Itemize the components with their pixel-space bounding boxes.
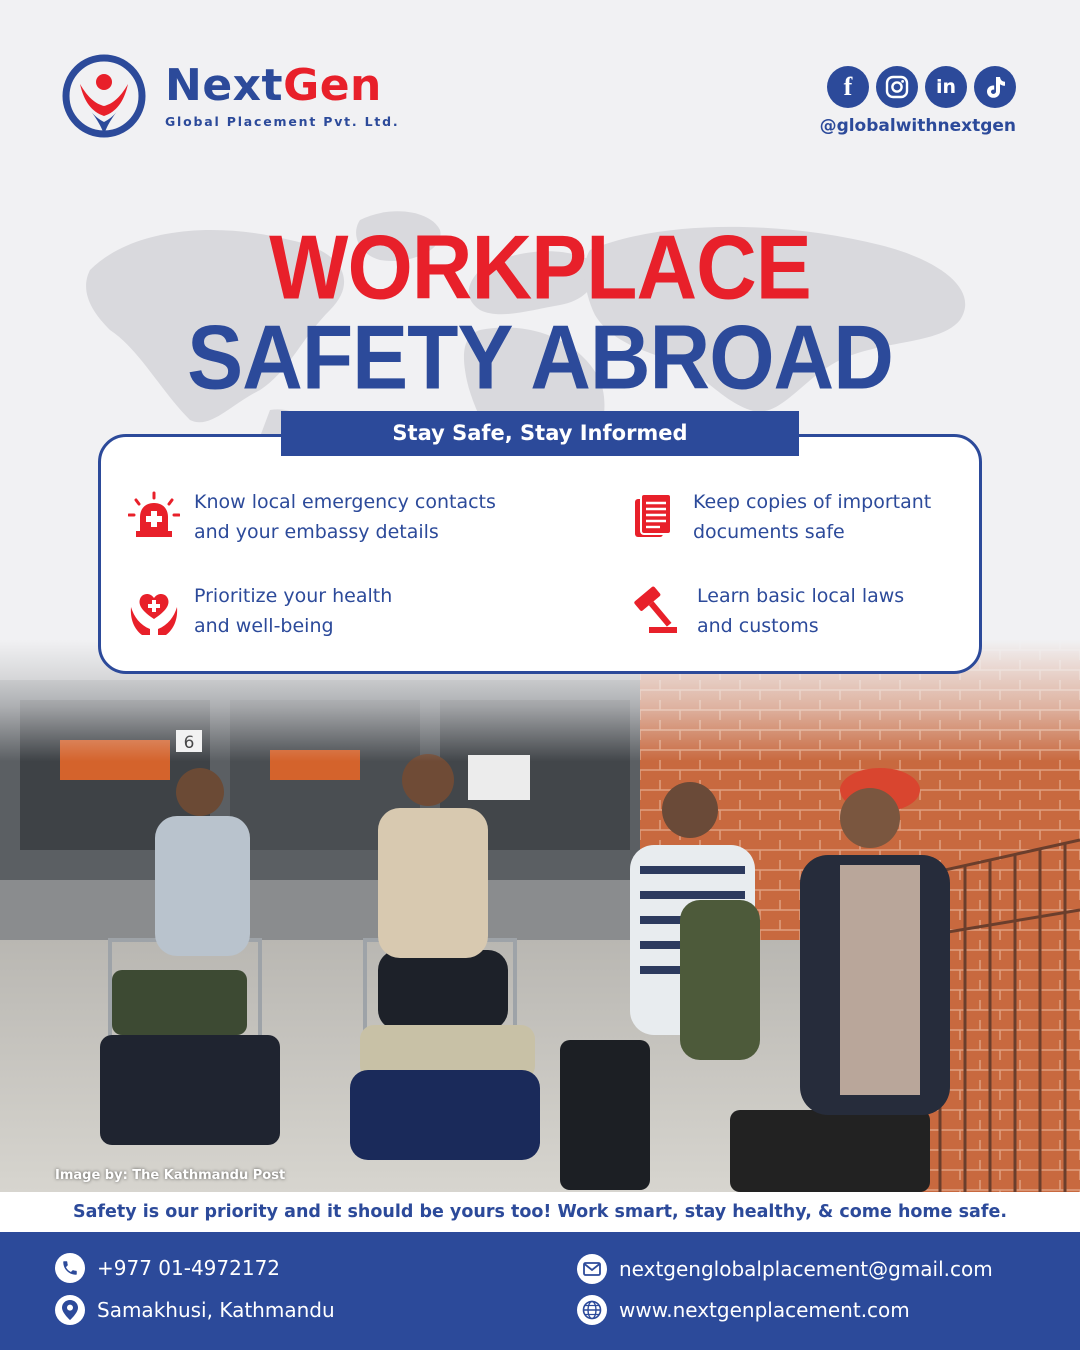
gavel-icon <box>627 585 679 637</box>
contact-phone[interactable] <box>55 1253 280 1283</box>
tip-line: documents safe <box>693 521 845 543</box>
title-line-2: SAFETY ABROAD <box>187 306 893 408</box>
linkedin-glyph: in <box>935 76 957 98</box>
brand-name-part1: Next <box>165 60 284 111</box>
contact-address <box>55 1295 335 1325</box>
facebook-icon[interactable] <box>827 66 869 108</box>
health-hands-icon <box>128 585 180 637</box>
phone-icon <box>55 1253 85 1283</box>
social-links <box>827 66 1016 108</box>
image-credit: Image by: The Kathmandu Post <box>55 1168 286 1183</box>
tip-line: and well-being <box>194 615 334 637</box>
tip-emergency <box>128 487 496 547</box>
ribbon-subtitle: Stay Safe, Stay Informed <box>281 411 799 456</box>
documents-icon <box>627 491 679 543</box>
tiktok-glyph-icon <box>984 75 1006 99</box>
linkedin-icon[interactable] <box>925 66 967 108</box>
tip-health <box>128 581 392 641</box>
tip-documents <box>627 487 931 547</box>
brand-name <box>165 60 399 112</box>
slogan: Safety is our priority and it should be yours too! Work smart, stay healthy, & come home safe. <box>72 1202 1007 1222</box>
tip-line: Keep copies of important <box>693 491 932 513</box>
brand <box>165 60 399 129</box>
tip-line: and customs <box>697 615 819 637</box>
tiktok-icon[interactable] <box>974 66 1016 108</box>
slogan-bar <box>0 1192 1080 1232</box>
contact-website[interactable] <box>577 1295 910 1325</box>
phone-number: +977 01-4972172 <box>97 1256 281 1280</box>
tip-line: and your embassy details <box>194 521 439 543</box>
contact-footer <box>0 1232 1080 1350</box>
tip-line: Learn basic local laws <box>697 585 905 607</box>
location-pin-icon <box>55 1295 85 1325</box>
tip-line: Prioritize your health <box>194 585 393 607</box>
brand-subtitle: Global Placement Pvt. Ltd. <box>165 114 400 129</box>
address: Samakhusi, Kathmandu <box>97 1298 335 1322</box>
emergency-siren-icon <box>128 491 180 543</box>
email-address: nextgenglobalplacement@gmail.com <box>619 1257 993 1281</box>
globe-icon <box>577 1295 607 1325</box>
instagram-icon[interactable] <box>876 66 918 108</box>
tip-line: Know local emergency contacts <box>194 491 496 513</box>
tip-laws <box>627 581 904 641</box>
brand-name-part2: Gen <box>283 60 382 111</box>
social-handle[interactable]: @globalwithnextgen <box>819 116 1016 136</box>
contact-email[interactable] <box>577 1254 993 1284</box>
instagram-glyph-icon <box>885 75 909 99</box>
airport-arrivals-photo <box>0 640 1080 1192</box>
email-icon <box>577 1254 607 1284</box>
facebook-glyph: f <box>843 72 853 101</box>
title-line-1: WORKPLACE <box>269 216 811 318</box>
website-url: www.nextgenplacement.com <box>619 1298 910 1322</box>
nextgen-logo-icon <box>62 54 146 138</box>
